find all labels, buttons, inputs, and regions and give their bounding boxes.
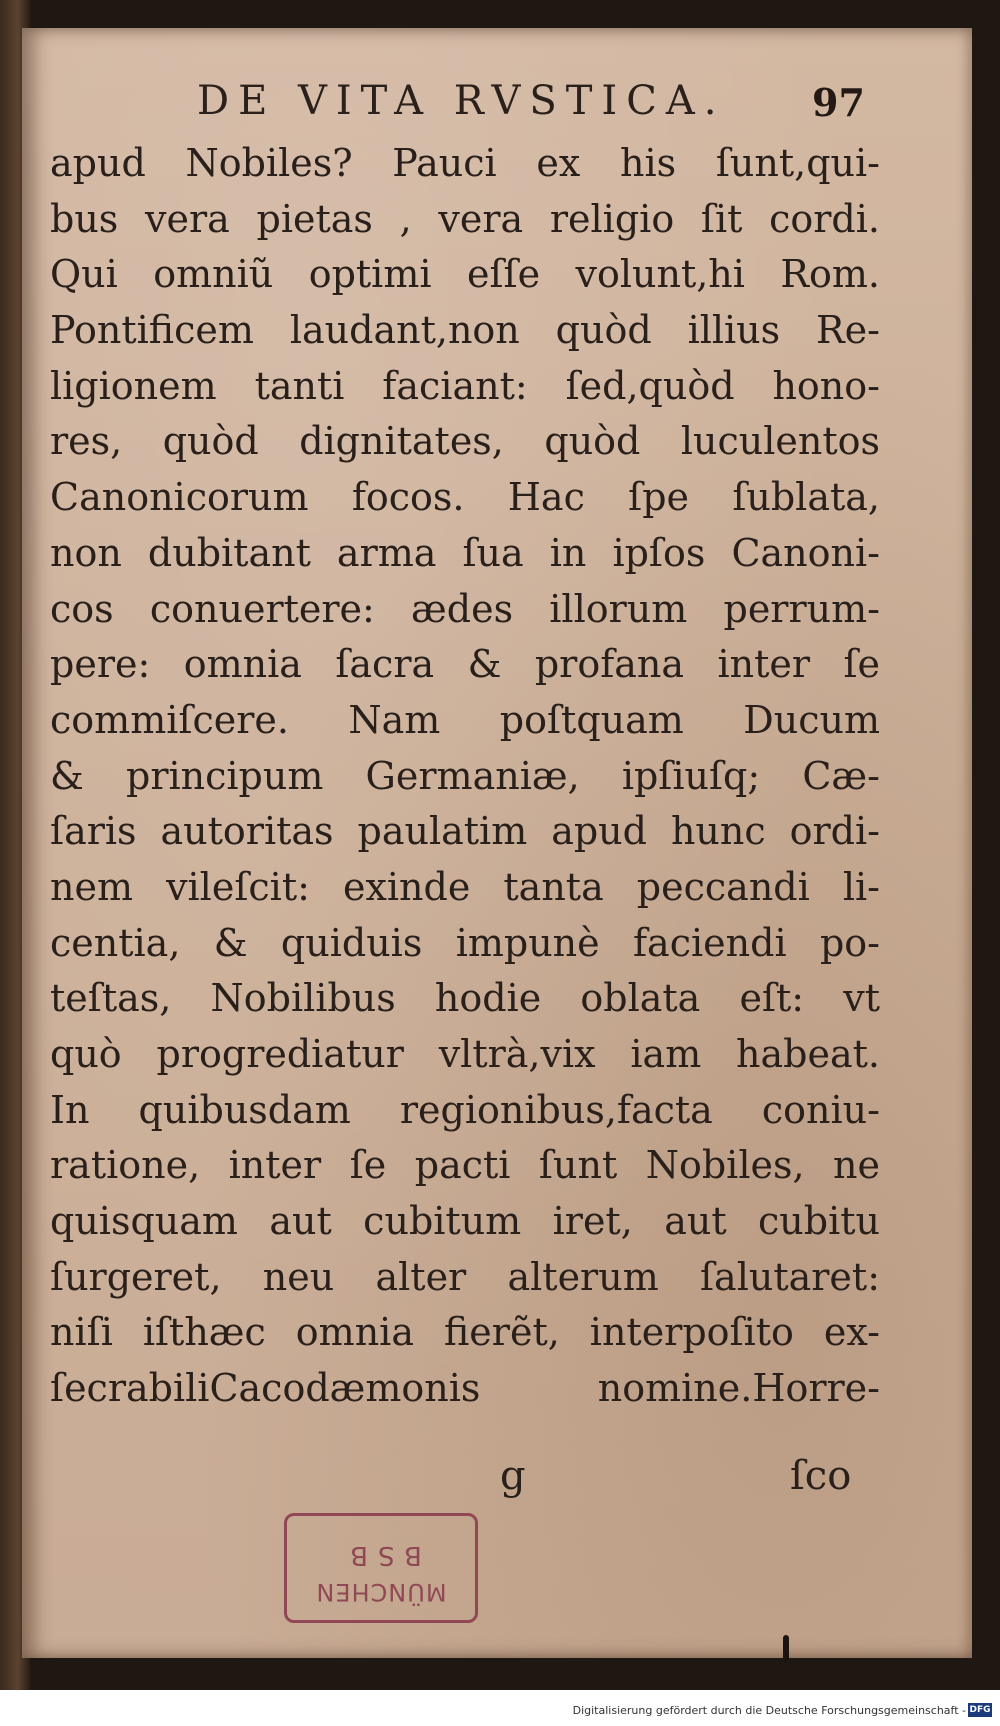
text-line: ſurgeret, neu alter alterum ſalutaret:: [50, 1254, 880, 1299]
text-line: non dubitant arma ſua in ipſos Canoni-: [50, 530, 880, 575]
text-line: apud Nobiles? Pauci ex his ſunt,qui-: [50, 141, 880, 185]
text-line: ratione, inter ſe pacti ſunt Nobiles, ne: [50, 1143, 880, 1188]
stamp-line-library: BSB: [340, 1540, 422, 1570]
stamp-line-city: MÜNCHEN: [315, 1578, 447, 1606]
text-line: cos conuertere: ædes illorum perrum-: [50, 586, 880, 631]
text-line: Canonicorum focos. Hac ſpe ſublata,: [50, 475, 880, 520]
text-line: Pontificem laudant,non quòd illius Re-: [50, 308, 880, 353]
text-line: nem vileſcit: exinde tanta peccandi li-: [50, 864, 880, 909]
signature-mark: g: [500, 1453, 526, 1499]
text-line: pere: omnia ſacra & profana inter ſe: [50, 642, 880, 687]
digitization-credit: Digitalisierung gefördert durch die Deutsche Forschungsgemeinschaft -: [572, 1704, 966, 1717]
text-line: ſecrabiliCacodæmonis nomine.Horre-: [50, 1366, 880, 1411]
text-line: commiſcere. Nam poſtquam Ducum: [50, 697, 880, 742]
text-line: In quibusdam regionibus,facta coniu-: [50, 1087, 880, 1132]
text-line: teſtas, Nobilibus hodie oblata eſt: vt: [50, 976, 880, 1021]
running-head-title: DE VITA RVSTICA.: [197, 78, 726, 124]
catchword: ſco: [790, 1453, 852, 1499]
text-line: res, quòd dignitates, quòd luculentos: [50, 419, 880, 464]
dfg-logo: DFG: [969, 1705, 991, 1715]
body-text: [50, 136, 880, 1417]
text-line: centia, & quiduis impunè faciendi po-: [50, 920, 880, 965]
text-line: quisquam aut cubitum iret, aut cubitu: [50, 1199, 880, 1244]
catchword-row: [22, 1453, 972, 1513]
library-stamp: [284, 1513, 478, 1623]
ink-mark: [783, 1635, 789, 1663]
text-line: ſaris autoritas paulatim apud hunc ordi-: [50, 809, 880, 854]
running-head: [22, 68, 972, 128]
text-line: quò progrediatur vltrà,vix iam habeat.: [50, 1032, 880, 1076]
text-line: bus vera pietas , vera religio ſit cordi.: [50, 196, 880, 241]
text-line: & principum Germaniæ, ipſiuſq; Cæ-: [50, 753, 880, 798]
text-line: ligionem tanti faciant: ſed,quòd hono-: [50, 363, 880, 408]
page-number: 97: [812, 80, 865, 125]
book-page: [22, 28, 972, 1658]
text-line: Qui omniũ optimi eſſe volunt,hi Rom.: [50, 252, 880, 297]
text-line: niſi iſthæc omnia fierẽt, interpoſito ex-: [50, 1310, 880, 1355]
